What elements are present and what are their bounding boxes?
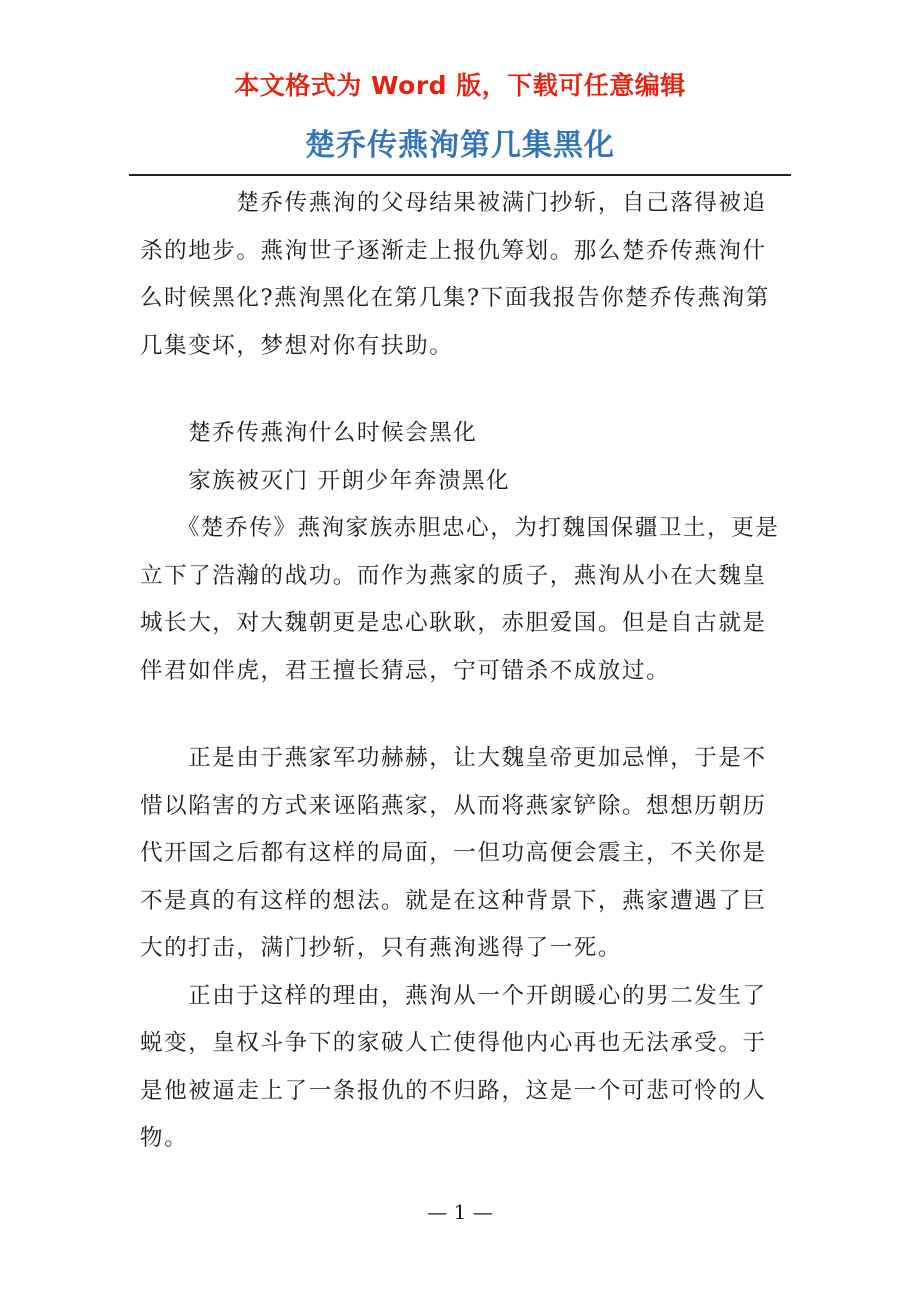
intro-paragraph: 楚乔传燕洵的父母结果被满门抄斩，自己落得被追杀的地步。燕洵世子逐渐走上报仇筹划。那么楚乔传燕洵什么时候黑化?燕洵黑化在第几集?下面我报告你楚乔传燕洵第几集变坏，梦想对你有扶助。 <box>140 190 770 359</box>
body-paragraph: 正是由于燕家军功赫赫，让大魏皇帝更加忌惮，于是不惜以陷害的方式来诬陷燕家，从而将燕家铲除。想想历朝历代开国之后都有这样的局面，一但功高便会震主，不关你是不是真的有这样的想法。就是在这种背景下，燕家遭遇了巨大的打击，满门抄斩，只有燕洵逃得了一死。 <box>140 745 767 961</box>
document-title: 楚乔传燕洵第几集黑化 <box>305 128 615 163</box>
paragraph-spacer <box>140 695 780 735</box>
paragraph-spacer <box>140 370 780 410</box>
section-heading: 楚乔传燕洵什么时候会黑化 <box>140 420 478 446</box>
section-subheading: 家族被灭门 开朗少年奔溃黑化 <box>140 467 511 494</box>
body-paragraph: 正由于这样的理由，燕洵从一个开朗暖心的男二发生了蜕变，皇权斗争下的家破人亡使得他内心再也无法承受。于是他被逼走上了一条报仇的不归路，这是一个可悲可怜的人物。 <box>140 982 767 1151</box>
download-notice-banner: 本文格式为 Word 版，下载可任意编辑 <box>234 71 686 100</box>
document-body <box>140 180 780 1163</box>
title-divider <box>129 174 791 176</box>
page-number: — 1 — <box>427 1200 493 1224</box>
body-paragraph: 《楚乔传》燕洵家族赤胆忠心，为打魏国保疆卫土，更是立下了浩瀚的战功。而作为燕家的质子，燕洵从小在大魏皇城长大，对大魏朝更是忠心耿耿，赤胆爱国。但是自古就是伴君如伴虎，君王擅长猜忌，宁可错杀不成放过。 <box>140 515 780 684</box>
